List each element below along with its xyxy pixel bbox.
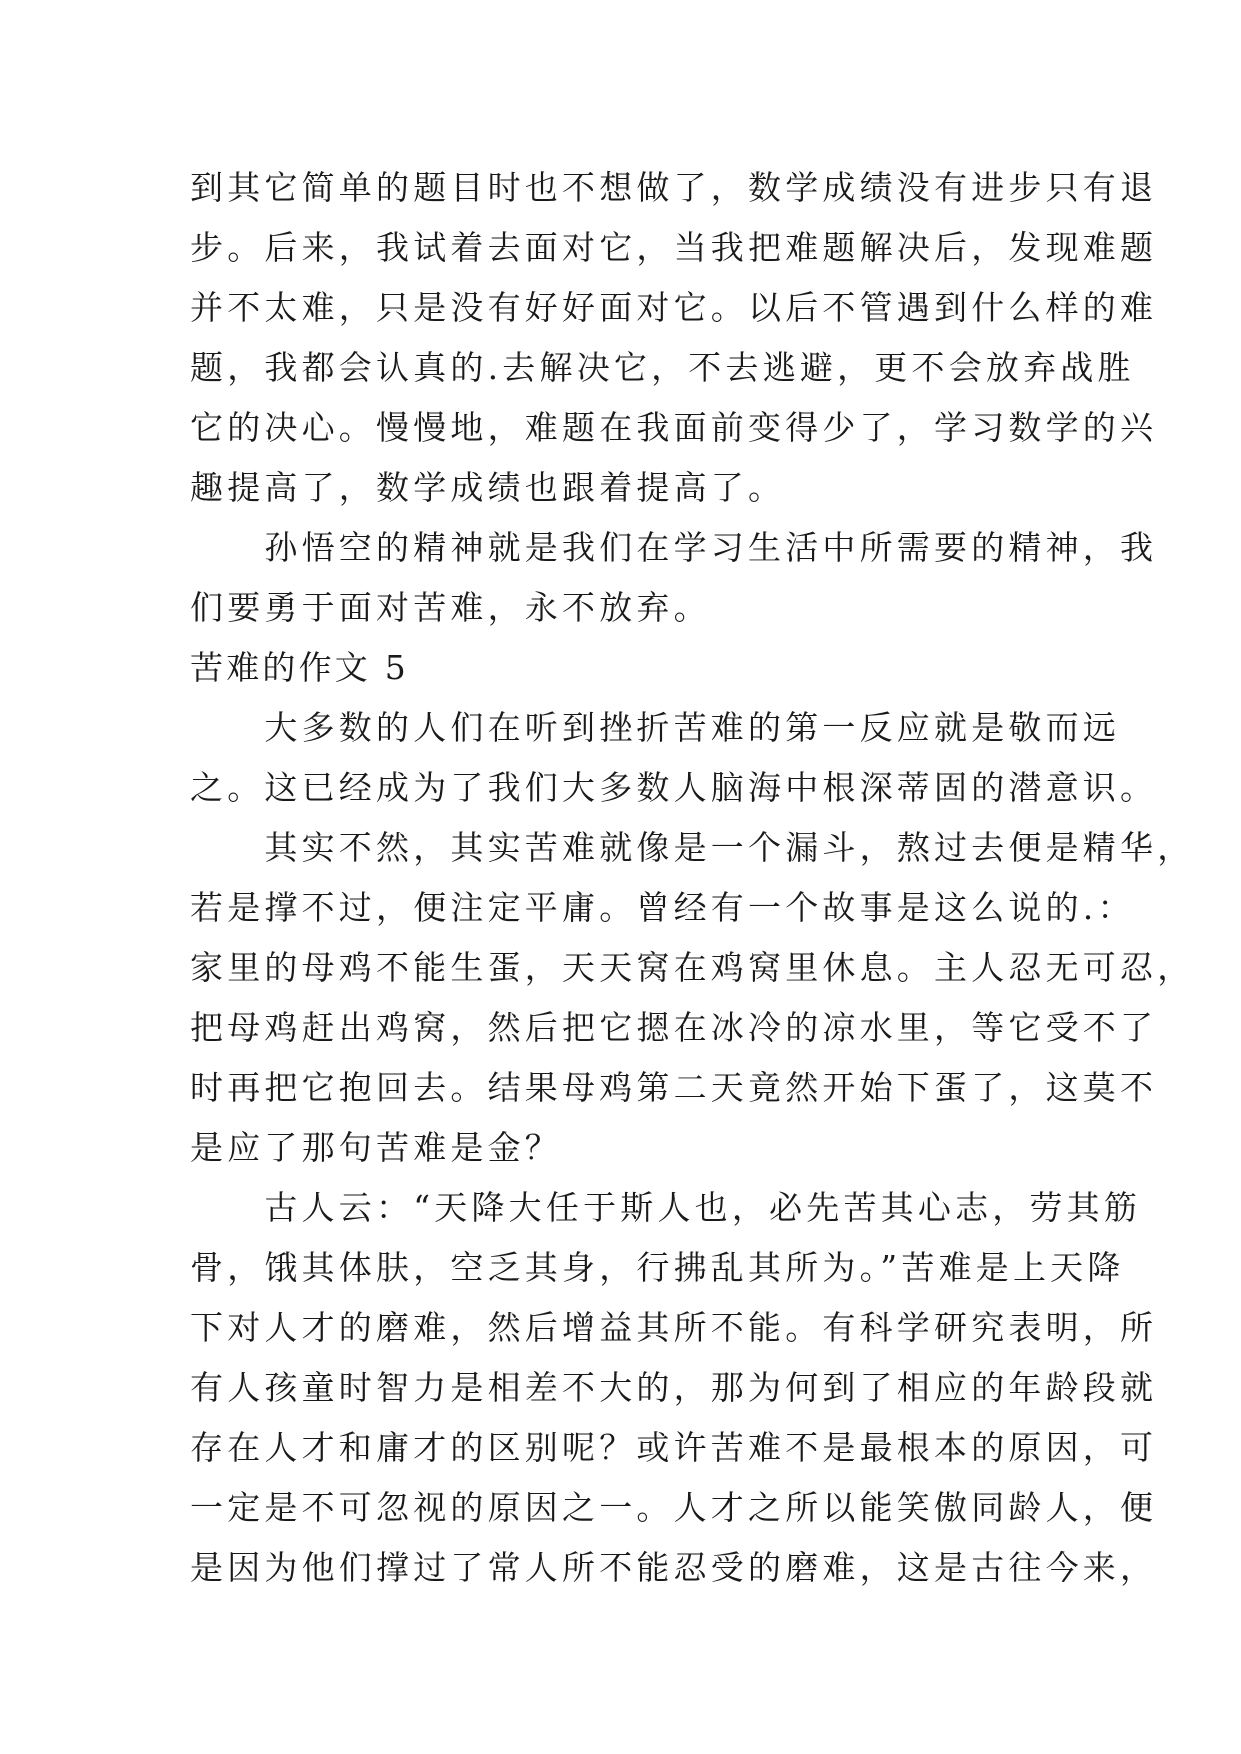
text-line: 趣提高了，数学成绩也跟着提高了。 [190,468,786,507]
text-line: 一定是不可忽视的原因之一。人才之所以能笑傲同龄人，便 [190,1488,1158,1527]
text-line: 之。这已经成为了我们大多数人脑海中根深蒂固的潜意识。 [190,768,1158,807]
paragraph-start-line: 大多数的人们在听到挫折苦难的第一反应就是敬而远 [190,708,1120,747]
text-line: 题，我都会认真的.去解决它，不去逃避，更不会放弃战胜 [190,348,1135,387]
text-line: 们要勇于面对苦难，永不放弃。 [190,588,711,627]
text-line: 步。后来，我试着去面对它，当我把难题解决后，发现难题 [190,228,1158,267]
section-heading: 苦难的作文 5 [190,648,409,687]
paragraph-start-line: 其实不然，其实苦难就像是一个漏斗，熬过去便是精华， [190,828,1195,867]
paragraph-start-line: 孙悟空的精神就是我们在学习生活中所需要的精神，我 [190,528,1158,567]
essay-body [190,158,1195,1598]
text-line: 下对人才的磨难，然后增益其所不能。有科学研究表明，所 [190,1308,1158,1347]
text-line: 若是撑不过，便注定平庸。曾经有一个故事是这么说的.： [190,888,1135,927]
paragraph-start-line: 古人云：“天降大任于斯人也，必先苦其心志，劳其筋 [190,1188,1142,1227]
text-line: 到其它简单的题目时也不想做了，数学成绩没有进步只有退 [190,168,1158,207]
text-line: 是应了那句苦难是金？ [190,1128,562,1167]
text-line: 存在人才和庸才的区别呢？或许苦难不是最根本的原因，可 [190,1428,1158,1467]
text-line: 时再把它抱回去。结果母鸡第二天竟然开始下蛋了，这莫不 [190,1068,1158,1107]
text-line: 家里的母鸡不能生蛋，天天窝在鸡窝里休息。主人忍无可忍， [190,948,1195,987]
text-line: 骨，饿其体肤，空乏其身，行拂乱其所为。”苦难是上天降 [190,1248,1125,1287]
text-line: 是因为他们撑过了常人所不能忍受的磨难，这是古往今来， [190,1548,1158,1587]
text-line: 有人孩童时智力是相差不大的，那为何到了相应的年龄段就 [190,1368,1158,1407]
text-line: 并不太难，只是没有好好面对它。以后不管遇到什么样的难 [190,288,1158,327]
text-line: 把母鸡赶出鸡窝，然后把它摁在冰冷的凉水里，等它受不了 [190,1008,1158,1047]
text-line: 它的决心。慢慢地，难题在我面前变得少了，学习数学的兴 [190,408,1158,447]
